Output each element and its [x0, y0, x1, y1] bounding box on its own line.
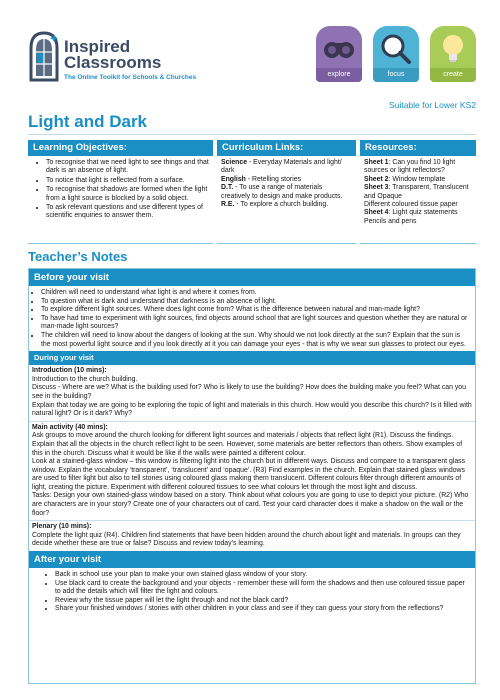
title-divider [28, 134, 476, 135]
objective-item: • To recognise that shadows are formed when the light from a light source is blocked by a solid object. [46, 186, 209, 203]
before-item: • To have had time to experiment with light sources, find objects around school that are light sources and question whether they are natural or man-made light sources? [41, 315, 471, 332]
church-window-icon [28, 30, 60, 82]
plenary-block: Plenary (10 mins): Complete the light quiz (R4). Children find statements that have been hidden around the church about light and materials. In groups can they decide whether these are true or false? Discuss and review today’s learning. [29, 521, 475, 551]
main-line: Look at a stained-glass window – this window is filtering light into the church but in different ways. Discuss and compare to a transparent glass window. Explain the vocabulary ‘transparent’, ‘translucent’ and ‘opaque’. (R3) Find examples in the church. Explain that stained glass windows are used to filter light but also to tell stories using coloured glass making them translucent. Different colours filter through different amounts of light, creating the picture. Experiment with different coloured tissues to see what colours let through the most light and discuss. [32, 458, 466, 491]
teachers-notes-heading: Teacher’s Notes [28, 249, 128, 264]
after-item: • Share your finished windows / stories with other children in your class and see if they can guess your story from the reflections? [55, 605, 471, 614]
curriculum-item: English - Retelling stories [221, 175, 302, 183]
after-item: • Back in school use your plan to make your own stained glass window of your story. [55, 571, 471, 580]
phase-label: create [430, 68, 476, 82]
after-visit-section [29, 568, 475, 616]
curriculum-links-heading: Curriculum Links: [217, 140, 356, 156]
phase-create [430, 26, 476, 82]
teachers-notes-box [28, 268, 476, 684]
resources-heading: Resources: [360, 140, 476, 156]
main-activity-block: Main activity (40 mins): Ask groups to move around the church looking for different light sources and materials / objects that reflect light (R1). Discuss the findings. Explain that all the objects in the church reflect light to be seen. However, some materials are better reflectors than others. Show examples of this in the church. Discuss what it would be like if the walls were painted a different colour. Look at a stained-glass window – this window is filtering light into the church but in different ways. Discuss and compare to a transparent glass window. Explain the vocabulary ‘transparent’, ‘translucent’ and ‘opaque’. (R3) Find examples in the church. Explain that stained glass windows are used to filter light but also to tell stories using coloured glass making them translucent. Different colours filter through different amounts of light, creating the picture. Experiment with different coloured tissues to see what colours let through the most light and discuss. Tasks: Design your own stained-glass window based on a story. Think about what colours you are going to use to depict your picture. (R2) Who are characters are in your story? Create one of your characters out of card. Test your card character does it make a shadow on the wall or the floor? [29, 422, 475, 522]
during-visit-section [29, 365, 475, 551]
resource-item: Sheet 2: Window template [364, 175, 446, 183]
brand-logo [28, 30, 198, 90]
resource-item: Sheet 1: Can you find 10 light sources or light reflectors? [364, 159, 456, 175]
curriculum-item: R.E. - To explore a church building. [221, 201, 329, 209]
before-visit-heading: Before your visit [29, 269, 475, 286]
binoculars-icon [316, 26, 362, 70]
overview-columns [28, 140, 476, 244]
objective-item: • To ask relevant questions and use different types of scientific enquiries to answer them. [46, 204, 209, 221]
page-title: Light and Dark [28, 112, 148, 131]
phase-focus [373, 26, 419, 82]
intro-line: Introduction to the church building. [32, 375, 138, 383]
before-visit-section [29, 286, 475, 351]
after-visit-heading: After your visit [29, 551, 475, 568]
plenary-line: Complete the light quiz (R4). Children find statements that have been hidden around the church about light and materials. In groups can they decide whether these are true or false? Discuss and review today’s learning. [32, 531, 461, 548]
resource-item: Different coloured tissue paper [364, 201, 458, 209]
after-item: • Use black card to create the background and your objects - remember these will form the shadows and then use coloured tissue paper to add the details which will filter the light and colours. [55, 580, 471, 597]
brand-name-line1: Inspired [64, 37, 131, 56]
suitable-for: Suitable for Lower KS2 [389, 100, 476, 110]
intro-line: Discuss - Where are we? What is the building used for? Who is likely to use the building? How does the building make you feel? What can you see in the building? [32, 384, 466, 400]
after-item: • Review why the tissue paper will let the light through and not the black card? [55, 597, 471, 606]
objective-item: • To recognise that we need light to see things and that dark is an absence of light. [46, 159, 209, 176]
magnifier-icon [373, 26, 419, 70]
brand-tagline: The Online Toolkit for Schools & Churches [64, 74, 197, 81]
main-line: Ask groups to move around the church looking for different light sources and materials / objects that reflect light (R1). Discuss the findings. Explain that all the objects in the church reflect light to be seen. However, some materials are better reflectors than others. Show examples of this in the church. Discuss what it would be like if the walls were painted a different colour. [32, 432, 463, 457]
resource-item: Sheet 3: Transparent, Translucent and Opaque [364, 184, 469, 200]
before-item: • To explore different light sources. Where does light come from? What is the difference between natural and man-made light? [41, 306, 471, 315]
phase-label: focus [373, 68, 419, 82]
phase-label: explore [316, 68, 362, 82]
curriculum-item: Science - Everyday Materials and light/ dark [221, 159, 342, 175]
curriculum-item: D.T. - To use a range of materials creatively to design and make products. [221, 184, 343, 200]
during-visit-heading: During your visit [29, 351, 475, 365]
phase-explore [316, 26, 362, 82]
before-item: • The children will need to know about the dangers of looking at the sun. Why should we not look directly at the sun? Explain that the sun is the most powerful light source and if you look directly at it you can damage your eyes - that is why we wear sun glasses to protect our eyes. [41, 332, 471, 349]
resource-item: Pencils and pens [364, 217, 417, 225]
brand-name-line2: Classrooms [64, 53, 162, 72]
main-line: Tasks: Design your own stained-glass window based on a story. Think about what colours you are going to use to depict your picture. (R2) Who are characters are in your story? Create one of your characters out of card. Test your card character does it make a shadow on the wall or the floor? [32, 492, 469, 517]
intro-line: Explain that today we are going to be exploring the topic of light and materials in this church. How would you describe this church? Is it filled with natural light? Or is it dark? Why? [32, 401, 472, 418]
before-item: • Children will need to understand what light is and where it comes from. [41, 289, 471, 298]
before-item: • To question what is dark and understand that darkness is an absence of light. [41, 298, 471, 307]
learning-objectives-heading: Learning Objectives: [28, 140, 213, 156]
phase-icons [316, 26, 476, 82]
learning-objectives [28, 140, 213, 244]
introduction-block: Introduction (10 mins): Introduction to the church building. Discuss - Where are we? What is the building used for? Who is likely to use the building? How does the building make you feel? What can you see in the building? Explain that today we are going to be exploring the topic of light and materials in this church. How would you describe this church? Is it filled with natural light? Or is it dark? Why? [29, 365, 475, 422]
lightbulb-icon [430, 26, 476, 70]
curriculum-links [217, 140, 356, 244]
resources [360, 140, 476, 244]
objective-item: • To notice that light is reflected from a surface. [46, 177, 209, 185]
resource-item: Sheet 4: Light quiz statements [364, 209, 458, 217]
